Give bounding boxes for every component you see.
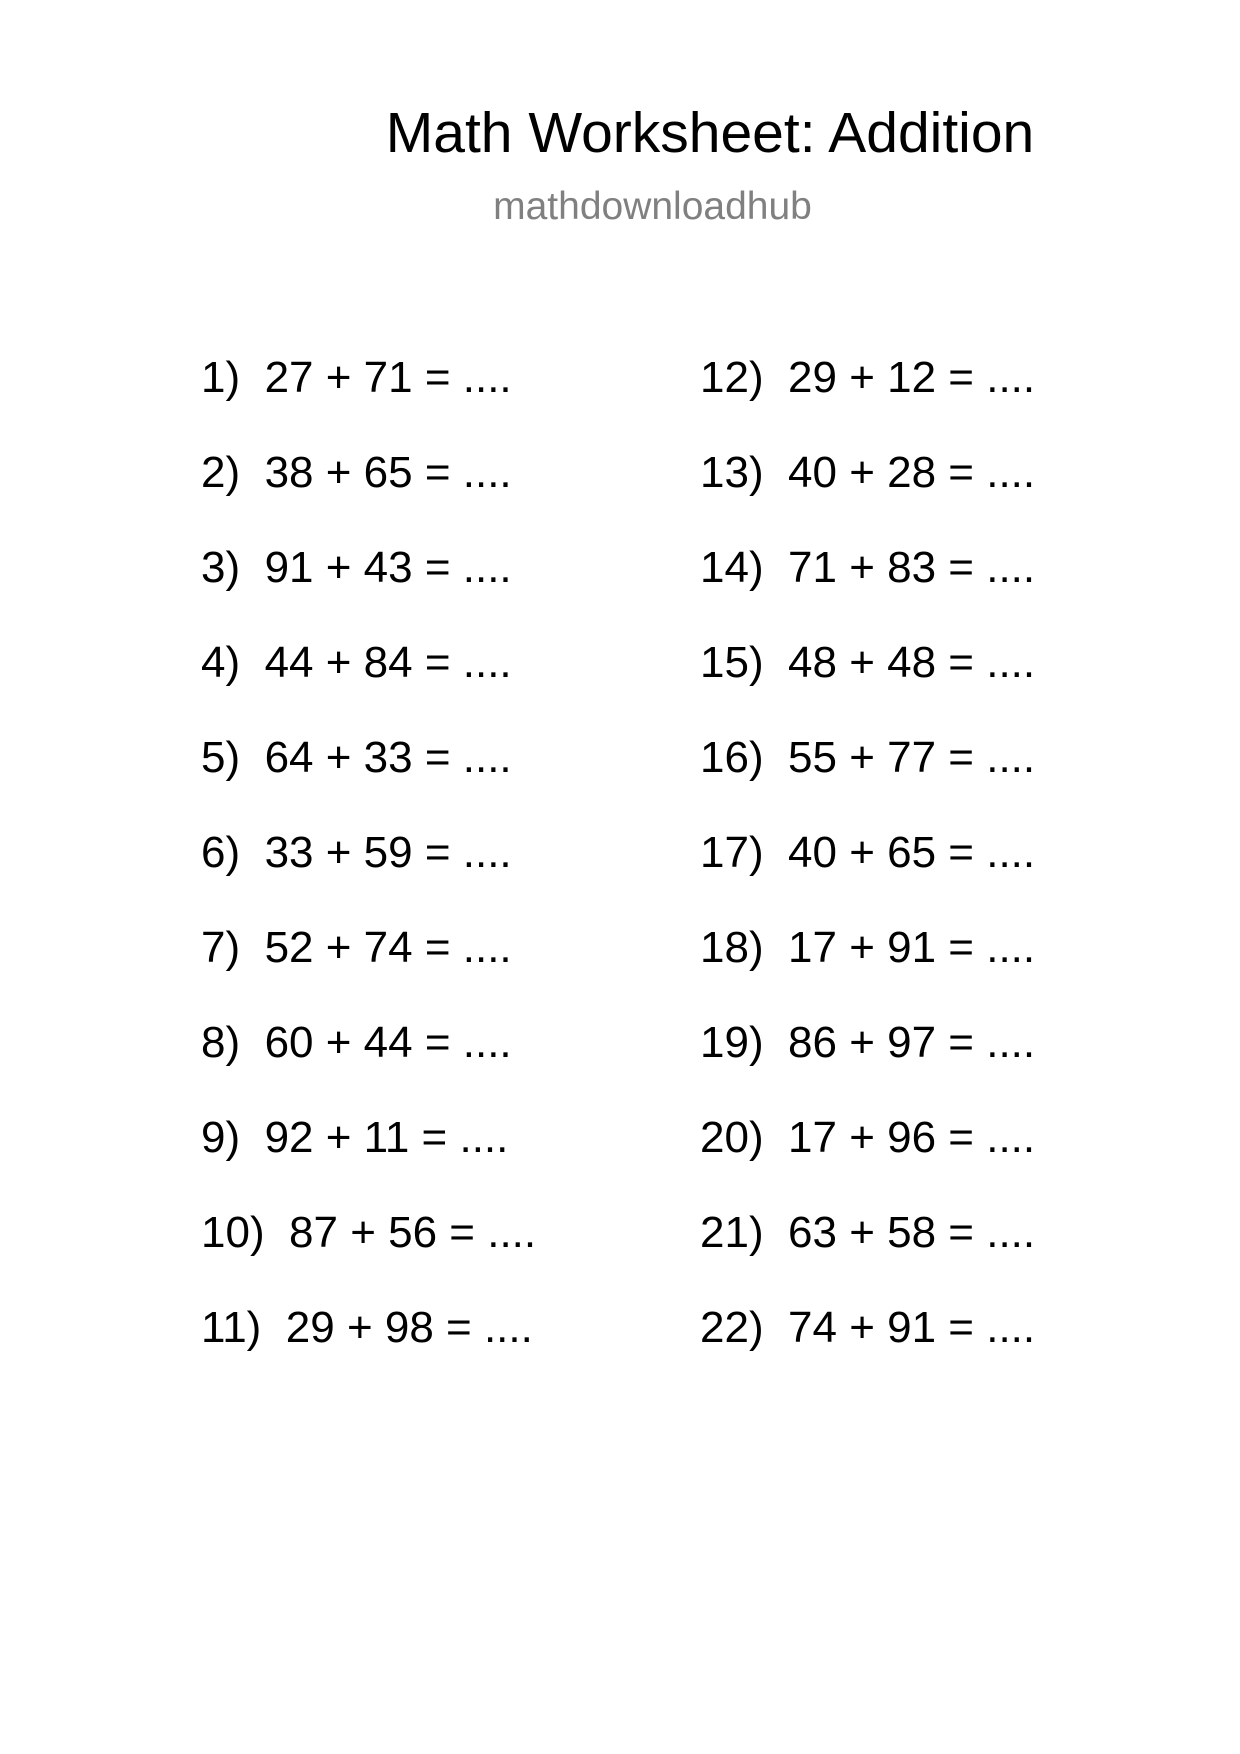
problem: 2) 38 + 65 = .... (201, 448, 512, 497)
problem: 1) 27 + 71 = .... (201, 353, 512, 402)
worksheet-subtitle: mathdownloadhub (493, 185, 812, 228)
problem: 14) 71 + 83 = .... (700, 543, 1036, 592)
problem: 10) 87 + 56 = .... (201, 1208, 537, 1257)
problem: 12) 29 + 12 = .... (700, 353, 1036, 402)
problem: 13) 40 + 28 = .... (700, 448, 1036, 497)
problem: 3) 91 + 43 = .... (201, 543, 512, 592)
problem: 8) 60 + 44 = .... (201, 1018, 512, 1067)
problem: 5) 64 + 33 = .... (201, 733, 512, 782)
problem: 20) 17 + 96 = .... (700, 1113, 1036, 1162)
problem: 15) 48 + 48 = .... (700, 638, 1036, 687)
problem: 19) 86 + 97 = .... (700, 1018, 1036, 1067)
problem: 16) 55 + 77 = .... (700, 733, 1036, 782)
problem: 18) 17 + 91 = .... (700, 923, 1036, 972)
problems-right-column (700, 352, 1035, 1397)
problem: 17) 40 + 65 = .... (700, 828, 1036, 877)
problem: 6) 33 + 59 = .... (201, 828, 512, 877)
problems-left-column (201, 352, 536, 1397)
problem: 4) 44 + 84 = .... (201, 638, 512, 687)
problem: 21) 63 + 58 = .... (700, 1208, 1036, 1257)
worksheet-title: Math Worksheet: Addition (385, 101, 1035, 165)
problem: 22) 74 + 91 = .... (700, 1303, 1036, 1352)
problem: 7) 52 + 74 = .... (201, 923, 512, 972)
problem: 9) 92 + 11 = .... (201, 1113, 509, 1162)
problem: 11) 29 + 98 = .... (201, 1303, 533, 1352)
